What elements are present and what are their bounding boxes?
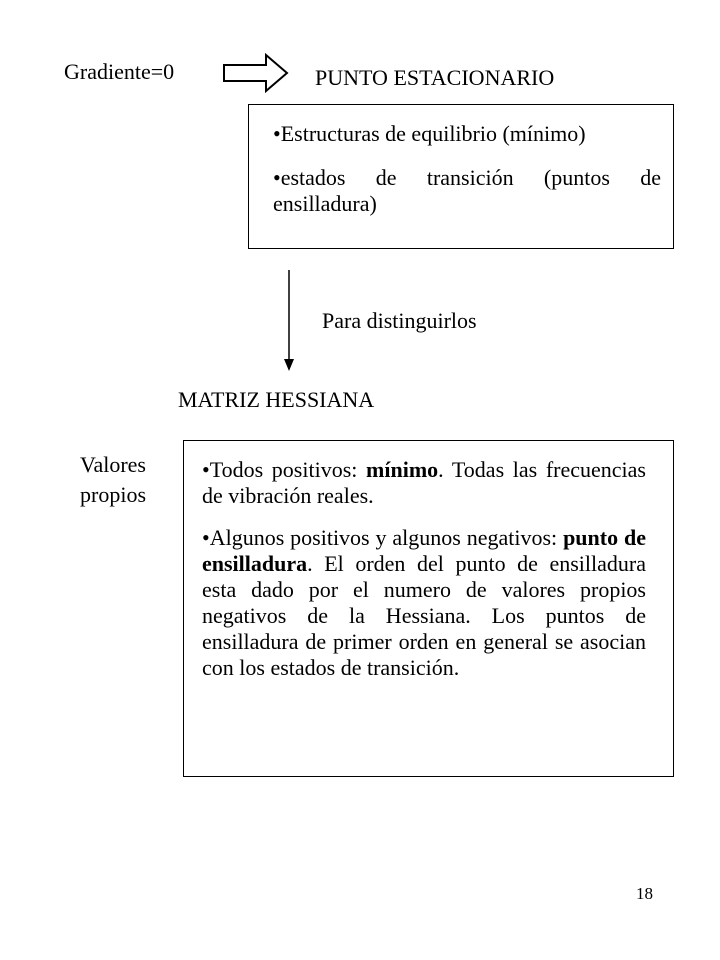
down-arrow-icon bbox=[279, 270, 299, 374]
minimum-term: mínimo bbox=[366, 457, 439, 482]
list-item-transition: • estados de transición (puntos de ensilladura) bbox=[273, 165, 661, 217]
eigenvalues-label bbox=[68, 450, 158, 510]
right-arrow-icon bbox=[222, 53, 290, 93]
list-item-all-positive: • Todos positivos: mínimo. Todas las frecuencias de vibración reales. bbox=[202, 457, 646, 509]
list-item-mixed-signs: • Algunos positivos y algunos negativos: punto de ensilladura. El orden del punto de ensilladura esta dado por el numero de valores propios negativos de la Hessiana. Los puntos de ensilladura de primer orden en general se asocian con los estados de transición. bbox=[202, 525, 646, 681]
hessian-title: MATRIZ HESSIANA bbox=[178, 387, 375, 412]
saddle-point-term: punto de ensilladura bbox=[202, 525, 646, 576]
gradient-label: Gradiente=0 bbox=[64, 59, 175, 84]
distinguish-label: Para distinguirlos bbox=[322, 308, 477, 333]
list-item-equilibrium: • Estructuras de equilibrio (mínimo) bbox=[273, 121, 661, 147]
eigenvalues-label-line2: propios bbox=[80, 482, 146, 507]
eigenvalues-box bbox=[183, 440, 674, 777]
stationary-point-types-box bbox=[248, 104, 674, 249]
page-number: 18 bbox=[636, 884, 653, 903]
stationary-point-title: PUNTO ESTACIONARIO bbox=[315, 65, 555, 90]
eigenvalues-label-line1: Valores bbox=[80, 452, 146, 477]
